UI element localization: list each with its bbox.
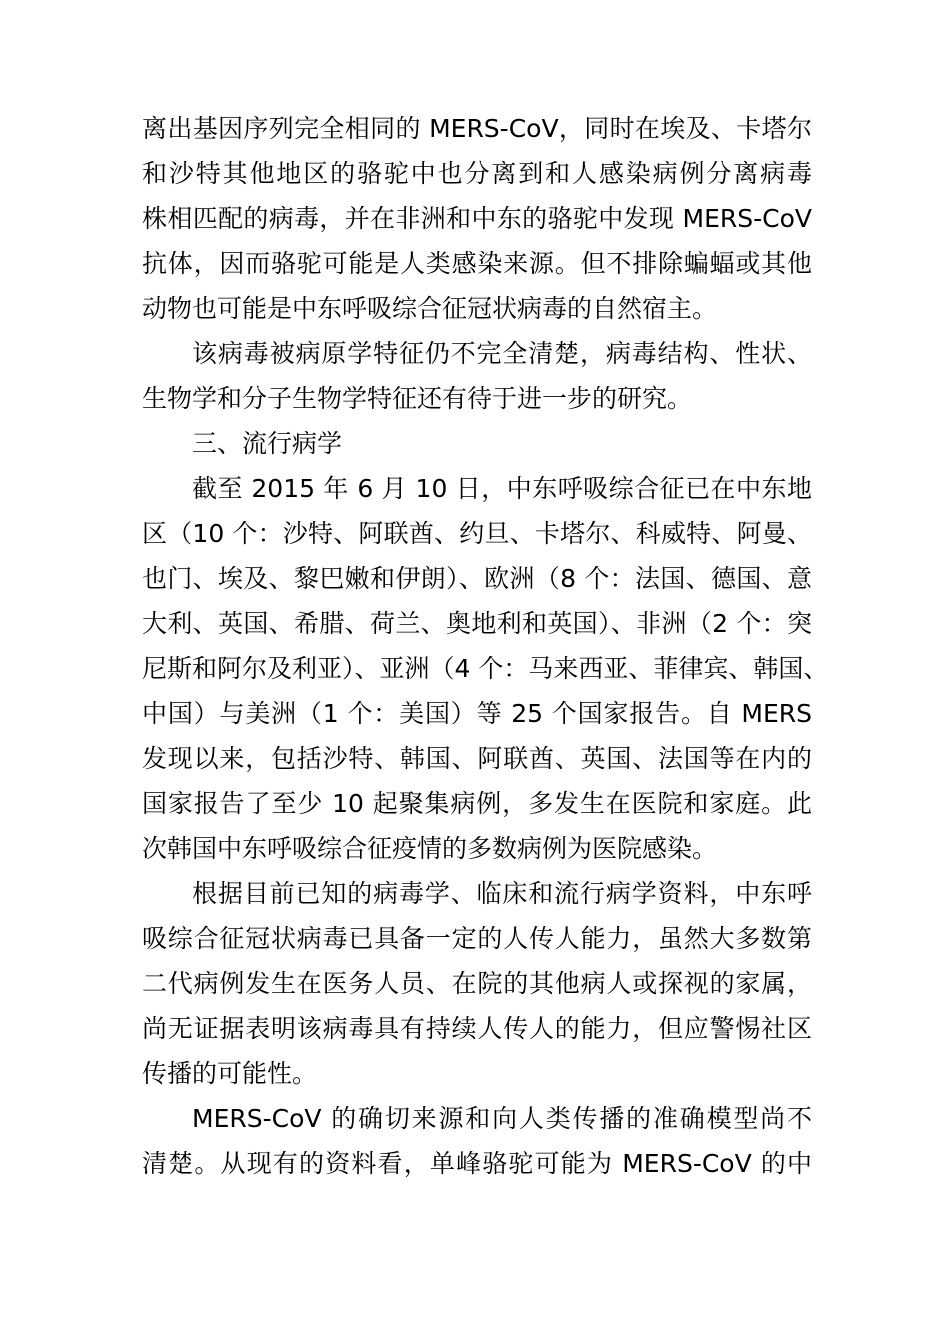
text-line: 该病毒被病原学特征仍不完全清楚，病毒结构、性状、 [192,339,812,368]
text-line: 离出基因序列完全相同的 MERS-CoV，同时在埃及、卡塔尔 [142,114,812,143]
text-line: 截至 2015 年 6 月 10 日，中东呼吸综合征已在中东地 [192,474,812,503]
text-line: 也门、埃及、黎巴嫩和伊朗）、欧洲（8 个：法国、德国、意 [142,564,812,593]
text-line: 国家报告了至少 10 起聚集病例，多发生在医院和家庭。此 [142,789,812,818]
text-line: 发现以来，包括沙特、韩国、阿联酋、英国、法国等在内的 [142,744,812,773]
section-heading: 三、流行病学 [192,429,343,458]
text-line: 传播的可能性。 [142,1059,318,1088]
text-line: 和沙特其他地区的骆驼中也分离到和人感染病例分离病毒 [142,159,812,188]
text-line: 根据目前已知的病毒学、临床和流行病学资料，中东呼 [192,879,812,908]
paragraph-case-reports [142,466,829,871]
text-line: 二代病例发生在医务人员、在院的其他病人或探视的家属， [142,969,812,998]
paragraph-camel-source [142,106,812,331]
text-line: 抗体，因而骆驼可能是人类感染来源。但不排除蝙蝠或其他 [142,249,812,278]
paragraph-origin [142,1096,812,1186]
section-heading-epidemiology [142,421,812,466]
text-line: MERS-CoV 的确切来源和向人类传播的准确模型尚不 [192,1104,812,1133]
text-line: 次韩国中东呼吸综合征疫情的多数病例为医院感染。 [142,834,718,863]
text-line: 清楚。从现有的资料看，单峰骆驼可能为 MERS-CoV 的中 [142,1149,812,1178]
text-line: 尚无证据表明该病毒具有持续人传人的能力，但应警惕社区 [142,1014,812,1043]
document-page [142,106,829,1186]
paragraph-transmission [142,871,812,1096]
text-line: 吸综合征冠状病毒已具备一定的人传人能力，虽然大多数第 [142,924,812,953]
text-line: 中国）与美洲（1 个：美国）等 25 个国家报告。自 MERS [142,699,812,728]
paragraph-pathogen-characteristics [142,331,812,421]
text-line: 大利、英国、希腊、荷兰、奥地利和英国）、非洲（2 个：突 [142,609,812,638]
text-line: 尼斯和阿尔及利亚）、亚洲（4 个：马来西亚、菲律宾、韩国、 [142,654,829,683]
text-line: 株相匹配的病毒，并在非洲和中东的骆驼中发现 MERS-CoV [142,204,812,233]
text-line: 动物也可能是中东呼吸综合征冠状病毒的自然宿主。 [142,294,718,323]
text-line: 区（10 个：沙特、阿联酋、约旦、卡塔尔、科威特、阿曼、 [142,519,812,548]
text-line: 生物学和分子生物学特征还有待于进一步的研究。 [142,384,693,413]
